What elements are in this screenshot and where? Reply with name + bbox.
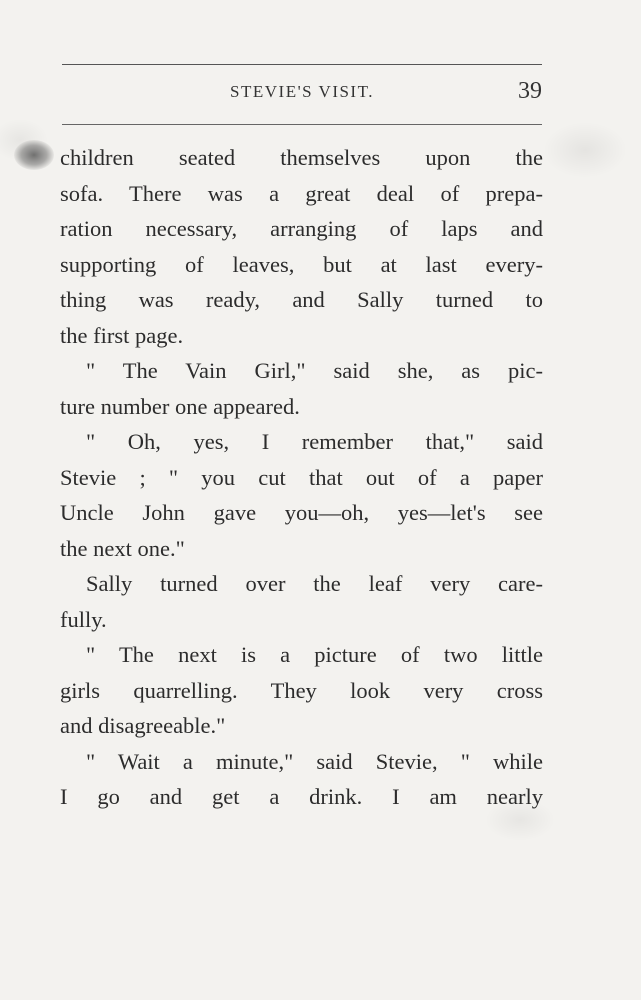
text-line: " The next is a picture of two little (86, 642, 543, 667)
text-line: girls quarrelling. They look very cross (60, 677, 543, 703)
text-line: Stevie ; " you cut that out of a paper (60, 464, 543, 490)
text-line: " The Vain Girl," said she, as pic- (86, 358, 543, 383)
text-line: the first page. (60, 322, 184, 348)
text-line: " Oh, yes, I remember that," said (86, 429, 543, 454)
text-line: sofa. There was a great deal of prepa- (60, 180, 543, 206)
text-line: ration necessary, arranging of laps and (60, 216, 543, 241)
text-line: children seated themselves upon the (60, 145, 543, 170)
ink-blot (14, 140, 54, 170)
text-line: Uncle John gave you—oh, yes—let's see (60, 500, 543, 525)
body-text (60, 140, 543, 815)
text-line: I go and get a drink. I am nearly (60, 784, 543, 809)
page-number: 39 (518, 78, 542, 104)
text-line: and disagreeable." (60, 713, 226, 738)
header-bottom-rule (62, 124, 542, 125)
running-title: STEVIE'S VISIT. (230, 82, 374, 101)
text-line: ture number one appeared. (60, 393, 300, 419)
text-line: Sally turned over the leaf very care- (86, 571, 543, 596)
text-line: supporting of leaves, but at last every- (60, 251, 543, 277)
text-line: thing was ready, and Sally turned to (60, 287, 543, 312)
text-line: fully. (60, 606, 107, 632)
header-top-rule (62, 64, 542, 65)
text-line: the next one." (60, 535, 185, 561)
running-head (62, 80, 542, 112)
text-line: " Wait a minute," said Stevie, " while (86, 748, 543, 774)
